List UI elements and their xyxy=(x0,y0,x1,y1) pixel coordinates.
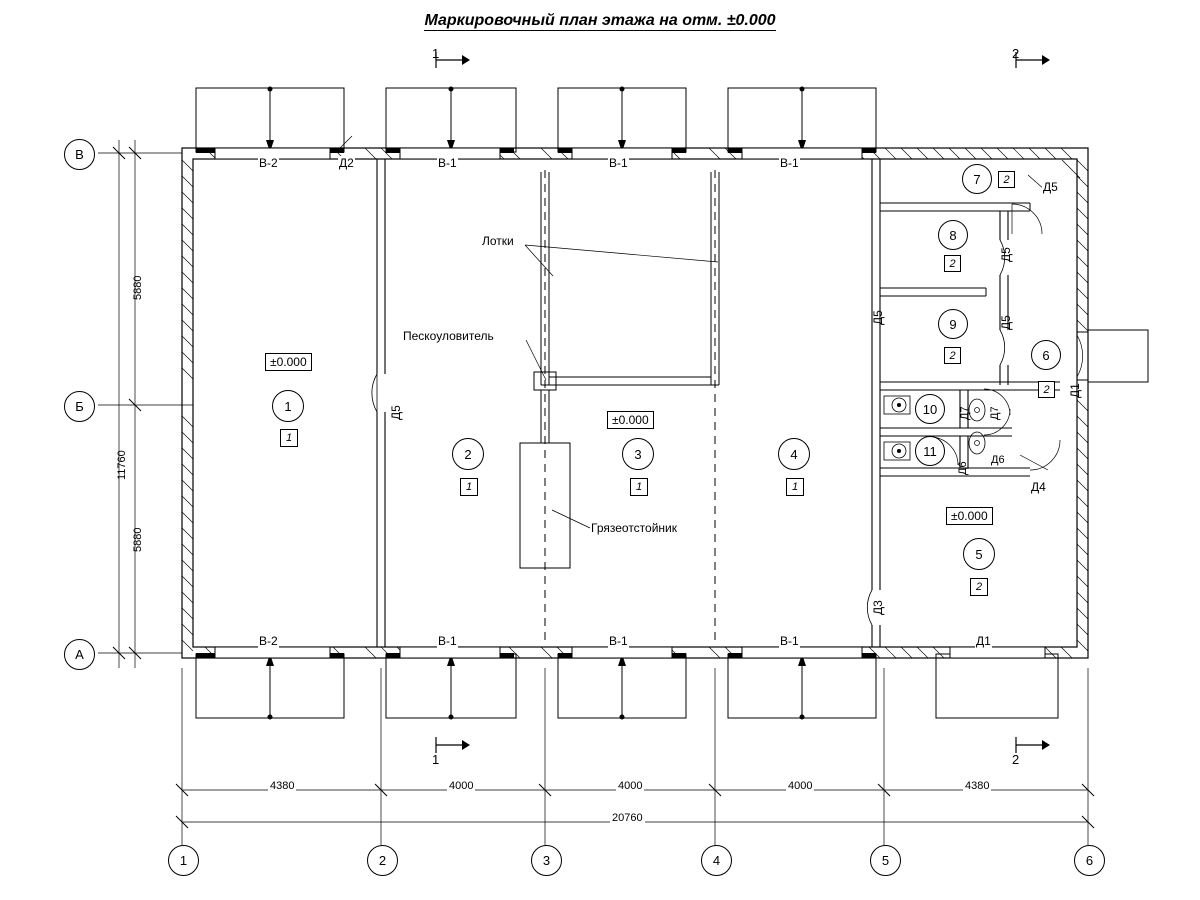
annotation-silt-trap: Грязеотстойник xyxy=(591,521,677,535)
door-label-d5-axis2: Д5 xyxy=(389,405,403,420)
door-label-d5-room7: Д5 xyxy=(1043,180,1058,194)
door-label-d2: Д2 xyxy=(339,156,354,170)
room-finish-4: 1 xyxy=(786,478,804,496)
door-label-d5-room8: Д5 xyxy=(999,247,1013,262)
axis-bubble-a: А xyxy=(64,639,95,670)
dimension-v-b: 5880 xyxy=(132,275,144,300)
door-label-d7-b: Д7 xyxy=(989,406,1001,420)
door-label-d1-right: Д1 xyxy=(1068,383,1082,398)
dimension-v-total: 11760 xyxy=(116,450,128,480)
door-label-d5-left: Д5 xyxy=(871,310,885,325)
axis-bubble-2: 2 xyxy=(367,845,398,876)
axis-bubble-5: 5 xyxy=(870,845,901,876)
room-finish-3: 1 xyxy=(630,478,648,496)
room-number-1: 1 xyxy=(272,390,304,422)
section-mark-2-bottom: 2 xyxy=(1012,752,1020,767)
door-label-d7-a: Д7 xyxy=(959,406,971,420)
room-number-8: 8 xyxy=(938,220,968,250)
dimension-1-2: 4380 xyxy=(270,780,295,792)
axis-bubble-b: Б xyxy=(64,391,95,422)
axis-bubble-6: 6 xyxy=(1074,845,1105,876)
dimension-2-3: 4000 xyxy=(449,780,474,792)
annotation-trays: Лотки xyxy=(482,234,514,248)
window-label-top-1: В-2 xyxy=(259,156,278,170)
room-finish-9: 2 xyxy=(944,347,961,364)
axis-bubble-3: 3 xyxy=(531,845,562,876)
door-label-d5-room9: Д5 xyxy=(999,315,1013,330)
level-mark-1: ±0.000 xyxy=(265,353,312,371)
drawing-title: Маркировочный план этажа на отм. ±0.000 xyxy=(424,12,776,29)
dimension-3-4: 4000 xyxy=(618,780,643,792)
room-number-3: 3 xyxy=(622,438,654,470)
room-finish-2: 1 xyxy=(460,478,478,496)
room-finish-8: 2 xyxy=(944,255,961,272)
section-mark-2-top: 2 xyxy=(1012,46,1020,61)
room-number-4: 4 xyxy=(778,438,810,470)
level-mark-3: ±0.000 xyxy=(946,507,993,525)
dimension-b-a: 5880 xyxy=(132,527,144,552)
room-number-10: 10 xyxy=(915,394,945,424)
room-number-2: 2 xyxy=(452,438,484,470)
room-finish-6: 2 xyxy=(1038,381,1055,398)
room-finish-7: 2 xyxy=(998,171,1015,188)
dimension-4-5: 4000 xyxy=(788,780,813,792)
door-label-d6-a: Д6 xyxy=(957,461,969,475)
room-number-9: 9 xyxy=(938,309,968,339)
door-label-d6-b: Д6 xyxy=(991,454,1005,466)
room-number-5: 5 xyxy=(963,538,995,570)
window-label-bottom-1: В-2 xyxy=(259,634,278,648)
door-label-d4: Д4 xyxy=(1031,480,1046,494)
window-label-bottom-2: В-1 xyxy=(438,634,457,648)
section-mark-1-bottom: 1 xyxy=(432,752,440,767)
room-number-11: 11 xyxy=(915,436,945,466)
door-label-d3: Д3 xyxy=(871,600,885,615)
axis-bubble-1: 1 xyxy=(168,845,199,876)
window-label-top-3: В-1 xyxy=(609,156,628,170)
room-number-6: 6 xyxy=(1031,340,1061,370)
window-label-top-4: В-1 xyxy=(780,156,799,170)
level-mark-2: ±0.000 xyxy=(607,411,654,429)
room-finish-5: 2 xyxy=(970,578,988,596)
window-label-top-2: В-1 xyxy=(438,156,457,170)
axis-bubble-4: 4 xyxy=(701,845,732,876)
axis-bubble-v: В xyxy=(64,139,95,170)
annotation-sand-trap: Пескоуловитель xyxy=(403,329,494,343)
window-label-bottom-3: В-1 xyxy=(609,634,628,648)
dimension-5-6: 4380 xyxy=(965,780,990,792)
window-label-bottom-4: В-1 xyxy=(780,634,799,648)
room-finish-1: 1 xyxy=(280,429,298,447)
room-number-7: 7 xyxy=(962,164,992,194)
door-label-d1-bottom: Д1 xyxy=(976,634,991,648)
section-mark-1-top: 1 xyxy=(432,46,440,61)
dimension-total: 20760 xyxy=(612,812,643,824)
